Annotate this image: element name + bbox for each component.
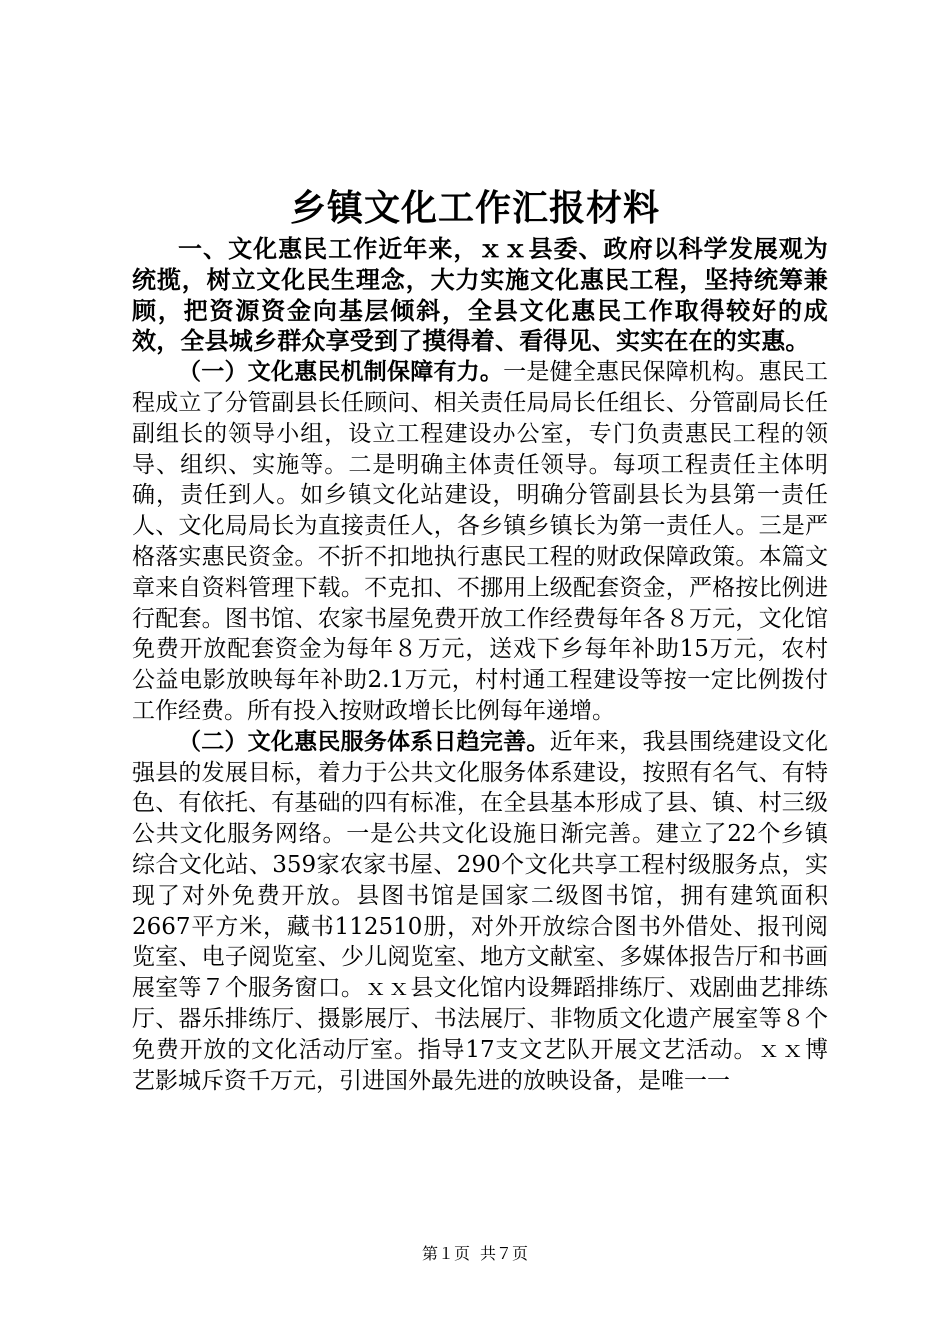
paragraph-intro-text: 一、文化惠民工作近年来，ｘｘ县委、政府以科学发展观为统揽，树立文化民生理念，大力实施文化惠民工程，坚持统筹兼顾，把资源资金向基层倾斜，全县文化惠民工作取得较好的成效，全县城乡群众享受到了摸得着、看得见、实实在在的实惠。 (132, 234, 828, 356)
page-total: 共７页 (480, 1244, 529, 1263)
paragraph-section-2 (132, 727, 828, 1097)
section-2-text: 近年来，我县围绕建设文化强县的发展目标，着力于公共文化服务体系建设，按照有名气、有特色、有依托、有基础的四有标准，在全县基本形成了县、镇、村三级公共文化服务网络。一是公共文化设施日渐完善。建立了22个乡镇综合文化站、359家农家书屋、290个文化共享工程村级服务点，实现了对外免费开放。县图书馆是国家二级图书馆，拥有建筑面积2667平方米，藏书112510册，对外开放综合图书外借处、报刊阅览室、电子阅览室、少儿阅览室、地方文献室、多媒体报告厅和书画展室等７个服务窗口。ｘｘ县文化馆内设舞蹈排练厅、戏剧曲艺排练厅、器乐排练厅、摄影展厅、书法展厅、非物质文化遗产展室等８个免费开放的文化活动厅室。指导17支文艺队开展文艺活动。ｘｘ博艺影城斥资千万元，引进国外最先进的放映设备，是唯一一 (132, 728, 829, 1094)
section-1-text: 一是健全惠民保障机构。惠民工程成立了分管副县长任顾问、相关责任局局长任组长、分管副局长任副组长的领导小组，设立工程建设办公室，专门负责惠民工程的领导、组织、实施等。二是明确主体责任领导。每项工程责任主体明确，责任到人。如乡镇文化站建设，明确分管副县长为县第一责任人、文化局局长为直接责任人，各乡镇乡镇长为第一责任人。三是严格落实惠民资金。不折不扣地执行惠民工程的财政保障政策。本篇文章来自资料管理下载。不克扣、不挪用上级配套资金，严格按比例进行配套。图书馆、农家书屋免费开放工作经费每年各８万元，文化馆免费开放配套资金为每年８万元，送戏下乡每年补助15万元，农村公益电影放映每年补助2.1万元，村村通工程建设等按一定比例拨付工作经费。所有投入按财政增长比例每年递增。 (132, 359, 829, 724)
paragraph-intro (132, 234, 828, 357)
page-footer (0, 1244, 950, 1264)
paragraph-section-1 (132, 357, 828, 727)
page-number: 第１页 (421, 1244, 470, 1263)
section-1-heading: （一）文化惠民机制保障有力。 (178, 358, 504, 386)
document-body (132, 234, 828, 1096)
document-title: 乡镇文化工作汇报材料 (289, 187, 660, 229)
section-2-heading: （二）文化惠民服务体系日趋完善。 (178, 727, 550, 755)
